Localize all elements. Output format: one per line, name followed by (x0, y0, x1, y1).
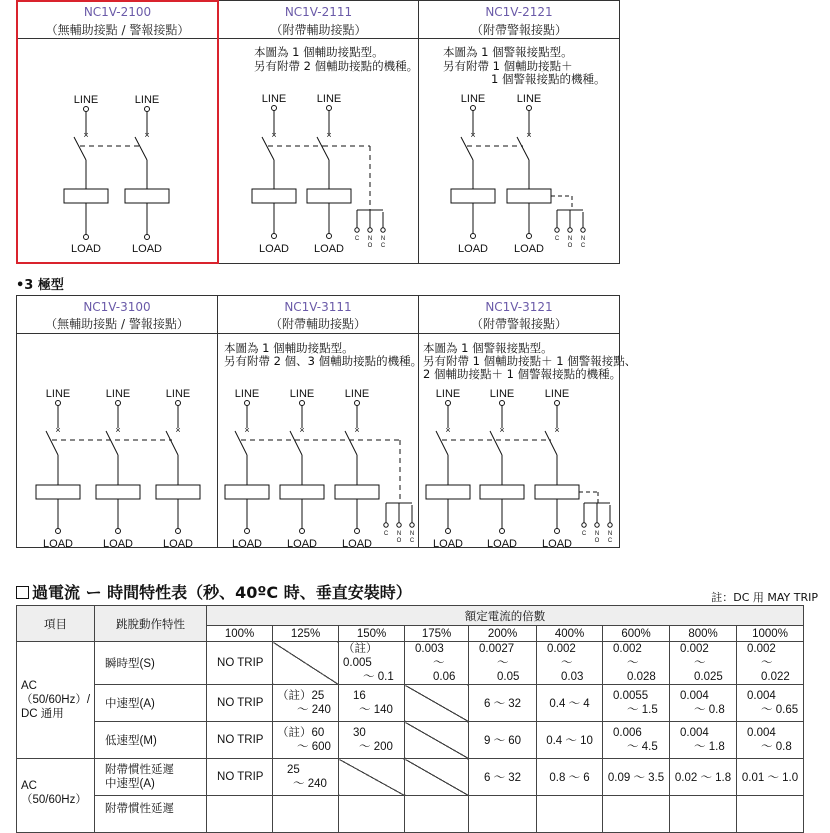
panel-note: 另有附帶 1 個輔助接點＋ 1 個警報接點、 (423, 354, 637, 368)
cell: NO TRIP (207, 722, 273, 759)
terminal-icon (84, 107, 89, 112)
trip-coil-box (507, 189, 551, 203)
terminal-icon (381, 228, 385, 232)
trip-coil-box (125, 189, 169, 203)
cell: 0.02 ～ 1.8 (670, 759, 737, 796)
contact-mark: × (115, 425, 121, 435)
line-label: LINE (289, 388, 315, 400)
cell: 0.004 ～ 0.8 (670, 685, 737, 722)
header-multiple: 175% (405, 626, 469, 642)
trip-coil-box (36, 485, 80, 499)
trip-coil-box (96, 485, 140, 499)
aux-terminal-label: N (594, 531, 600, 537)
cell: （註）0.005 ～ 0.1 (339, 642, 405, 685)
panel-note: 本圖為 1 個警報接點型。 (423, 341, 553, 355)
panel-note: 另有附帶 1 個輔助接點＋ (443, 59, 573, 73)
contact-mark: × (499, 425, 505, 435)
panel-code: NC1V-2121 (485, 5, 553, 19)
contact-mark: × (244, 425, 250, 435)
aux-terminal-label: N (409, 531, 415, 537)
contact-mark: × (271, 130, 277, 140)
load-label: LOAD (71, 243, 101, 255)
terminal-icon (116, 529, 121, 534)
line-label: LINE (516, 93, 542, 105)
panel-note: 2 個輔助接點＋ 1 個警報接點的機種。 (423, 367, 622, 381)
terminal-icon (446, 401, 451, 406)
load-label: LOAD (342, 538, 372, 550)
load-label: LOAD (132, 243, 162, 255)
cell (273, 796, 339, 833)
group-label: AC （50/60Hz） (17, 759, 95, 833)
panel-code: NC1V-2111 (284, 5, 353, 19)
cell: 0.0055 ～ 1.5 (603, 685, 670, 722)
cell: NO TRIP (207, 685, 273, 722)
load-label: LOAD (163, 538, 193, 550)
cell: 0.002 ～ 0.03 (537, 642, 603, 685)
section-heading-3pole: •3 極型 (16, 278, 64, 293)
aux-terminal-label: O (367, 243, 373, 249)
terminal-icon (355, 401, 360, 406)
cell: 0.0027 ～ 0.05 (469, 642, 537, 685)
slash-cell (405, 722, 469, 759)
contact-mark: × (445, 425, 451, 435)
terminal-icon (245, 401, 250, 406)
contact-mark: × (326, 130, 332, 140)
trip-coil-box (535, 485, 579, 499)
cell: 0.4 ～ 10 (537, 722, 603, 759)
load-label: LOAD (433, 538, 463, 550)
trip-coil-box (480, 485, 524, 499)
header-multiple: 200% (469, 626, 537, 642)
cell: 6 ～ 32 (469, 759, 537, 796)
trip-coil-box (335, 485, 379, 499)
panel-code: NC1V-3100 (83, 300, 151, 314)
cell: 25 ～ 240 (273, 759, 339, 796)
panel-code: NC1V-2100 (83, 5, 152, 19)
trip-coil-box (64, 189, 108, 203)
header-multiple: 400% (537, 626, 603, 642)
terminal-icon (84, 235, 89, 240)
line-label: LINE (435, 388, 461, 400)
panel-note: 1 個警報接點的機種。 (491, 72, 606, 86)
cell (670, 796, 737, 833)
load-label: LOAD (43, 538, 73, 550)
aux-terminal-label: O (567, 243, 573, 249)
header-multiple: 600% (603, 626, 670, 642)
panel-note: 本圖為 1 個輔助接點型。 (224, 341, 354, 355)
terminal-icon (500, 401, 505, 406)
terminal-icon (300, 529, 305, 534)
header-multiple: 125% (273, 626, 339, 642)
trip-coil-box (252, 189, 296, 203)
aux-terminal-label: N (607, 531, 613, 537)
terminal-icon (581, 228, 585, 232)
terminal-icon (56, 529, 61, 534)
header-trip: 跳脫動作特性 (95, 606, 207, 642)
terminal-icon (471, 234, 476, 239)
panel-subtitle: （附帶警報接點） (470, 317, 567, 331)
cell: 0.006 ～ 4.5 (603, 722, 670, 759)
cell (469, 796, 537, 833)
terminal-icon (500, 529, 505, 534)
contact-mark: × (470, 130, 476, 140)
terminal-icon (245, 529, 250, 534)
aux-terminal-label: N (367, 236, 373, 242)
terminal-icon (355, 529, 360, 534)
terminal-icon (272, 234, 277, 239)
line-label: LINE (316, 93, 342, 105)
cell: NO TRIP (207, 759, 273, 796)
trip-coil-box (280, 485, 324, 499)
cell: 0.002 ～ 0.028 (603, 642, 670, 685)
contact-mark: × (83, 130, 89, 140)
panel-note: 另有附帶 2 個、3 個輔助接點的機種。 (224, 354, 423, 368)
terminal-icon (327, 106, 332, 111)
load-label: LOAD (232, 538, 262, 550)
line-label: LINE (165, 388, 191, 400)
trip-type: 附帶慣性延遲 (95, 796, 207, 833)
contact-mark: × (175, 425, 181, 435)
terminal-icon (176, 401, 181, 406)
slash-cell (339, 759, 405, 796)
terminal-icon (471, 106, 476, 111)
cell (537, 796, 603, 833)
panel-note: 本圖為 1 個警報接點型。 (443, 45, 573, 59)
load-label: LOAD (103, 538, 133, 550)
line-label: LINE (261, 93, 287, 105)
cell: 9 ～ 60 (469, 722, 537, 759)
line-label: LINE (73, 94, 99, 106)
load-label: LOAD (514, 243, 544, 255)
wire (135, 137, 147, 160)
terminal-icon (145, 107, 150, 112)
line-label: LINE (344, 388, 370, 400)
cell: 0.004 ～ 1.8 (670, 722, 737, 759)
terminal-icon (355, 228, 359, 232)
terminal-icon (116, 401, 121, 406)
line-label: LINE (45, 388, 71, 400)
cell (207, 796, 273, 833)
table-note: 註：DC 用 MAY TRIP (711, 591, 818, 604)
aux-terminal-label: C (409, 538, 415, 544)
terminal-icon (176, 529, 181, 534)
trip-coil-box (225, 485, 269, 499)
terminal-icon (555, 228, 559, 232)
trip-coil-box (426, 485, 470, 499)
terminal-icon (327, 234, 332, 239)
aux-terminal-label: O (594, 538, 600, 544)
panel-subtitle: （附帶輔助接點） (270, 23, 367, 37)
cell: 0.01 ～ 1.0 (737, 759, 804, 796)
panel-code: NC1V-3111 (284, 300, 352, 314)
terminal-icon (368, 228, 372, 232)
line-label: LINE (544, 388, 570, 400)
cell: 0.003 ～ 0.06 (405, 642, 469, 685)
slash-cell (405, 685, 469, 722)
aux-terminal-label: C (380, 243, 386, 249)
cell: 0.4 ～ 4 (537, 685, 603, 722)
aux-terminal-label: C (607, 538, 613, 544)
trip-type: 低速型(M) (95, 722, 207, 759)
cell: （註）25 ～ 240 (273, 685, 339, 722)
terminal-icon (300, 401, 305, 406)
aux-terminal-label: N (580, 236, 586, 242)
aux-terminal-label: C (554, 236, 560, 242)
trip-type: 瞬時型(S) (95, 642, 207, 685)
load-label: LOAD (458, 243, 488, 255)
table-title (16, 580, 412, 603)
line-label: LINE (460, 93, 486, 105)
cell (405, 796, 469, 833)
terminal-icon (527, 106, 532, 111)
header-multiple: 100% (207, 626, 273, 642)
cell: 0.004 ～ 0.65 (737, 685, 804, 722)
line-label: LINE (134, 94, 160, 106)
trip-coil-box (451, 189, 495, 203)
panel-subtitle: （無輔助接點 / 警報接點） (45, 23, 190, 37)
cell: 0.8 ～ 6 (537, 759, 603, 796)
wire (317, 137, 329, 160)
panel-note: 另有附帶 2 個輔助接點的機種。 (254, 59, 419, 73)
group-label: AC （50/60Hz）/ DC 通用 (17, 642, 95, 759)
load-label: LOAD (487, 538, 517, 550)
cell: 6 ～ 32 (469, 685, 537, 722)
panel-subtitle: （附帶輔助接點） (269, 317, 366, 331)
contact-mark: × (299, 425, 305, 435)
aux-terminal-label: C (383, 531, 389, 537)
header-item: 項目 (17, 606, 95, 642)
line-label: LINE (105, 388, 131, 400)
contact-mark: × (55, 425, 61, 435)
cell: （註）60 ～ 600 (273, 722, 339, 759)
terminal-icon (145, 235, 150, 240)
panel-subtitle: （無輔助接點 / 警報接點） (45, 317, 189, 331)
slash-cell (273, 642, 339, 685)
cell: NO TRIP (207, 642, 273, 685)
load-label: LOAD (542, 538, 572, 550)
cell: 0.09 ～ 3.5 (603, 759, 670, 796)
terminal-icon (555, 401, 560, 406)
terminal-icon (582, 523, 586, 527)
terminal-icon (384, 523, 388, 527)
wire (262, 137, 274, 160)
line-label: LINE (234, 388, 260, 400)
terminal-icon (555, 529, 560, 534)
line-label: LINE (489, 388, 515, 400)
terminal-icon (397, 523, 401, 527)
terminal-icon (446, 529, 451, 534)
wire (517, 137, 529, 160)
aux-terminal-label: C (581, 531, 587, 537)
aux-terminal-label: O (396, 538, 402, 544)
aux-terminal-label: N (396, 531, 402, 537)
terminal-icon (568, 228, 572, 232)
header-multiple: 150% (339, 626, 405, 642)
overcurrent-time-table (16, 605, 804, 833)
cell: 0.002 ～ 0.025 (670, 642, 737, 685)
slash-cell (405, 759, 469, 796)
cell: 16 ～ 140 (339, 685, 405, 722)
load-label: LOAD (259, 243, 289, 255)
header-multiples-group: 額定電流的倍數 (207, 606, 804, 626)
load-label: LOAD (314, 243, 344, 255)
terminal-icon (527, 234, 532, 239)
terminal-icon (272, 106, 277, 111)
terminal-icon (608, 523, 612, 527)
terminal-icon (410, 523, 414, 527)
trip-coil-box (156, 485, 200, 499)
panel-subtitle: （附帶警報接點） (470, 23, 567, 37)
contact-mark: × (554, 425, 560, 435)
trip-type: 中速型(A) (95, 685, 207, 722)
cell: 0.002 ～ 0.022 (737, 642, 804, 685)
trip-coil-box (307, 189, 351, 203)
cell: 30 ～ 200 (339, 722, 405, 759)
aux-terminal-label: N (567, 236, 573, 242)
panel-note: 本圖為 1 個輔助接點型。 (254, 45, 384, 59)
contact-mark: × (354, 425, 360, 435)
trip-type: 附帶慣性延遲 中速型(A) (95, 759, 207, 796)
terminal-icon (56, 401, 61, 406)
aux-terminal-label: C (580, 243, 586, 249)
checkbox-square-icon (16, 586, 29, 599)
terminal-icon (595, 523, 599, 527)
contact-mark: × (144, 130, 150, 140)
cell (603, 796, 670, 833)
load-label: LOAD (287, 538, 317, 550)
header-multiple: 1000% (737, 626, 804, 642)
header-multiple: 800% (670, 626, 737, 642)
contact-mark: × (526, 130, 532, 140)
panel-code: NC1V-3121 (485, 300, 553, 314)
wire (461, 137, 473, 160)
cell (737, 796, 804, 833)
aux-terminal-label: N (380, 236, 386, 242)
aux-terminal-label: C (354, 236, 360, 242)
cell: 0.004 ～ 0.8 (737, 722, 804, 759)
table-title-text: 過電流 ー 時間特性表（秒、40ºC 時、垂直安裝時） (32, 583, 412, 602)
wire (74, 137, 86, 160)
cell (339, 796, 405, 833)
